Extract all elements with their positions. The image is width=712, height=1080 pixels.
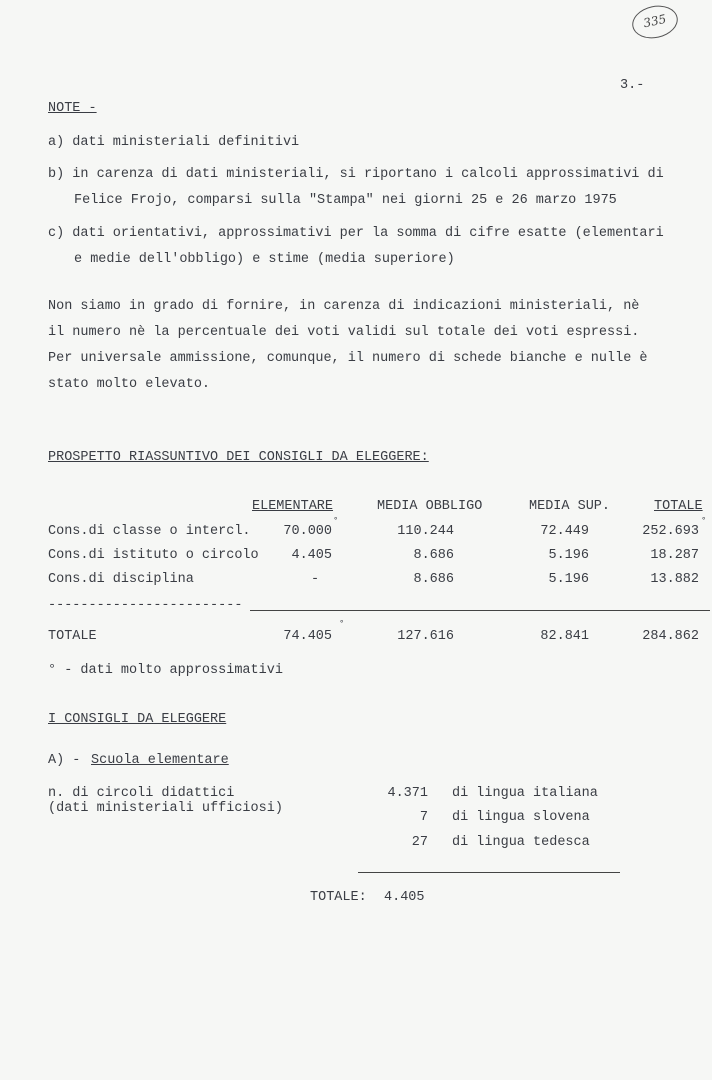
councils-heading: I CONSIGLI DA ELEGGERE xyxy=(48,712,227,727)
section-title: Scuola elementare xyxy=(91,753,229,768)
row-value-totale: 13.882 xyxy=(650,572,699,587)
total-label: TOTALE: xyxy=(310,890,367,905)
note-c-line1: c) dati orientativi, approssimativi per la somma di cifre esatte (elementari xyxy=(48,226,664,241)
column-header-elementare: ELEMENTARE xyxy=(252,499,334,514)
row-value-media-obbligo: 110.244 xyxy=(397,524,454,539)
note-c-line2: e medie dell'obbligo) e stime (media superiore) xyxy=(74,252,455,267)
degree-mark: ° xyxy=(701,516,707,526)
item-count: 7 xyxy=(419,810,428,825)
description-line-1: n. di circoli didattici xyxy=(48,786,235,801)
degree-mark: ° xyxy=(333,516,339,526)
row-value-media-sup: 5.196 xyxy=(548,548,589,563)
row-value-totale: 252.693 xyxy=(642,524,699,539)
row-label: Cons.di classe o intercl. xyxy=(48,524,251,539)
note-a: a) dati ministeriali definitivi xyxy=(48,135,300,150)
item-count: 4.371 xyxy=(387,786,428,801)
row-value-elementare: 4.405 xyxy=(291,548,332,563)
total-value: 4.405 xyxy=(384,890,425,905)
row-value-media-obbligo: 8.686 xyxy=(413,548,454,563)
row-value-media-sup: 5.196 xyxy=(548,572,589,587)
total-value-elementare: 74.405 xyxy=(283,629,332,644)
paragraph-line-1: Non siamo in grado di fornire, in carenza di indicazioni ministeriali, nè xyxy=(48,299,640,314)
column-header-media-obbligo: MEDIA OBBLIGO xyxy=(377,499,483,514)
row-value-media-sup: 72.449 xyxy=(540,524,589,539)
item-label: di lingua tedesca xyxy=(452,835,590,850)
degree-mark: ° xyxy=(339,619,345,629)
paragraph-line-2: il numero nè la percentuale dei voti validi sul totale dei voti espressi. xyxy=(48,325,640,340)
total-value-totale: 284.862 xyxy=(642,629,699,644)
column-header-totale: TOTALE xyxy=(654,499,703,514)
footnote: ° - dati molto approssimativi xyxy=(48,663,283,678)
archive-stamp: 335 xyxy=(629,2,681,43)
paragraph-line-4: stato molto elevato. xyxy=(48,377,211,392)
item-label: di lingua slovena xyxy=(452,810,590,825)
total-label: TOTALE xyxy=(48,629,97,644)
summary-heading: PROSPETTO RIASSUNTIVO DEI CONSIGLI DA ELEGGERE: xyxy=(48,450,429,465)
note-b-line1: b) in carenza di dati ministeriali, si riportano i calcoli approssimativi di xyxy=(48,167,664,182)
total-value-media-obbligo: 127.616 xyxy=(397,629,454,644)
description-line-2: (dati ministeriali ufficiosi) xyxy=(48,801,283,816)
total-value-media-sup: 82.841 xyxy=(540,629,589,644)
total-rule xyxy=(250,610,710,611)
sum-rule xyxy=(358,872,620,873)
item-label: di lingua italiana xyxy=(452,786,598,801)
row-label: Cons.di istituto o circolo xyxy=(48,548,259,563)
paragraph-line-3: Per universale ammissione, comunque, il numero di schede bianche e nulle è xyxy=(48,351,648,366)
item-count: 27 xyxy=(411,835,428,850)
section-prefix: A) - xyxy=(48,753,81,768)
column-header-media-sup: MEDIA SUP. xyxy=(529,499,611,514)
note-b-line2: Felice Frojo, comparsi sulla "Stampa" nei giorni 25 e 26 marzo 1975 xyxy=(74,193,617,208)
row-value-elementare: 70.000 xyxy=(283,524,332,539)
dashed-separator: ------------------------ xyxy=(48,598,243,613)
row-value-totale: 18.287 xyxy=(650,548,699,563)
row-value-media-obbligo: 8.686 xyxy=(413,572,454,587)
row-value-elementare: - xyxy=(310,572,320,587)
page-number: 3.- xyxy=(620,78,645,93)
notes-heading: NOTE - xyxy=(48,101,97,116)
row-label: Cons.di disciplina xyxy=(48,572,194,587)
